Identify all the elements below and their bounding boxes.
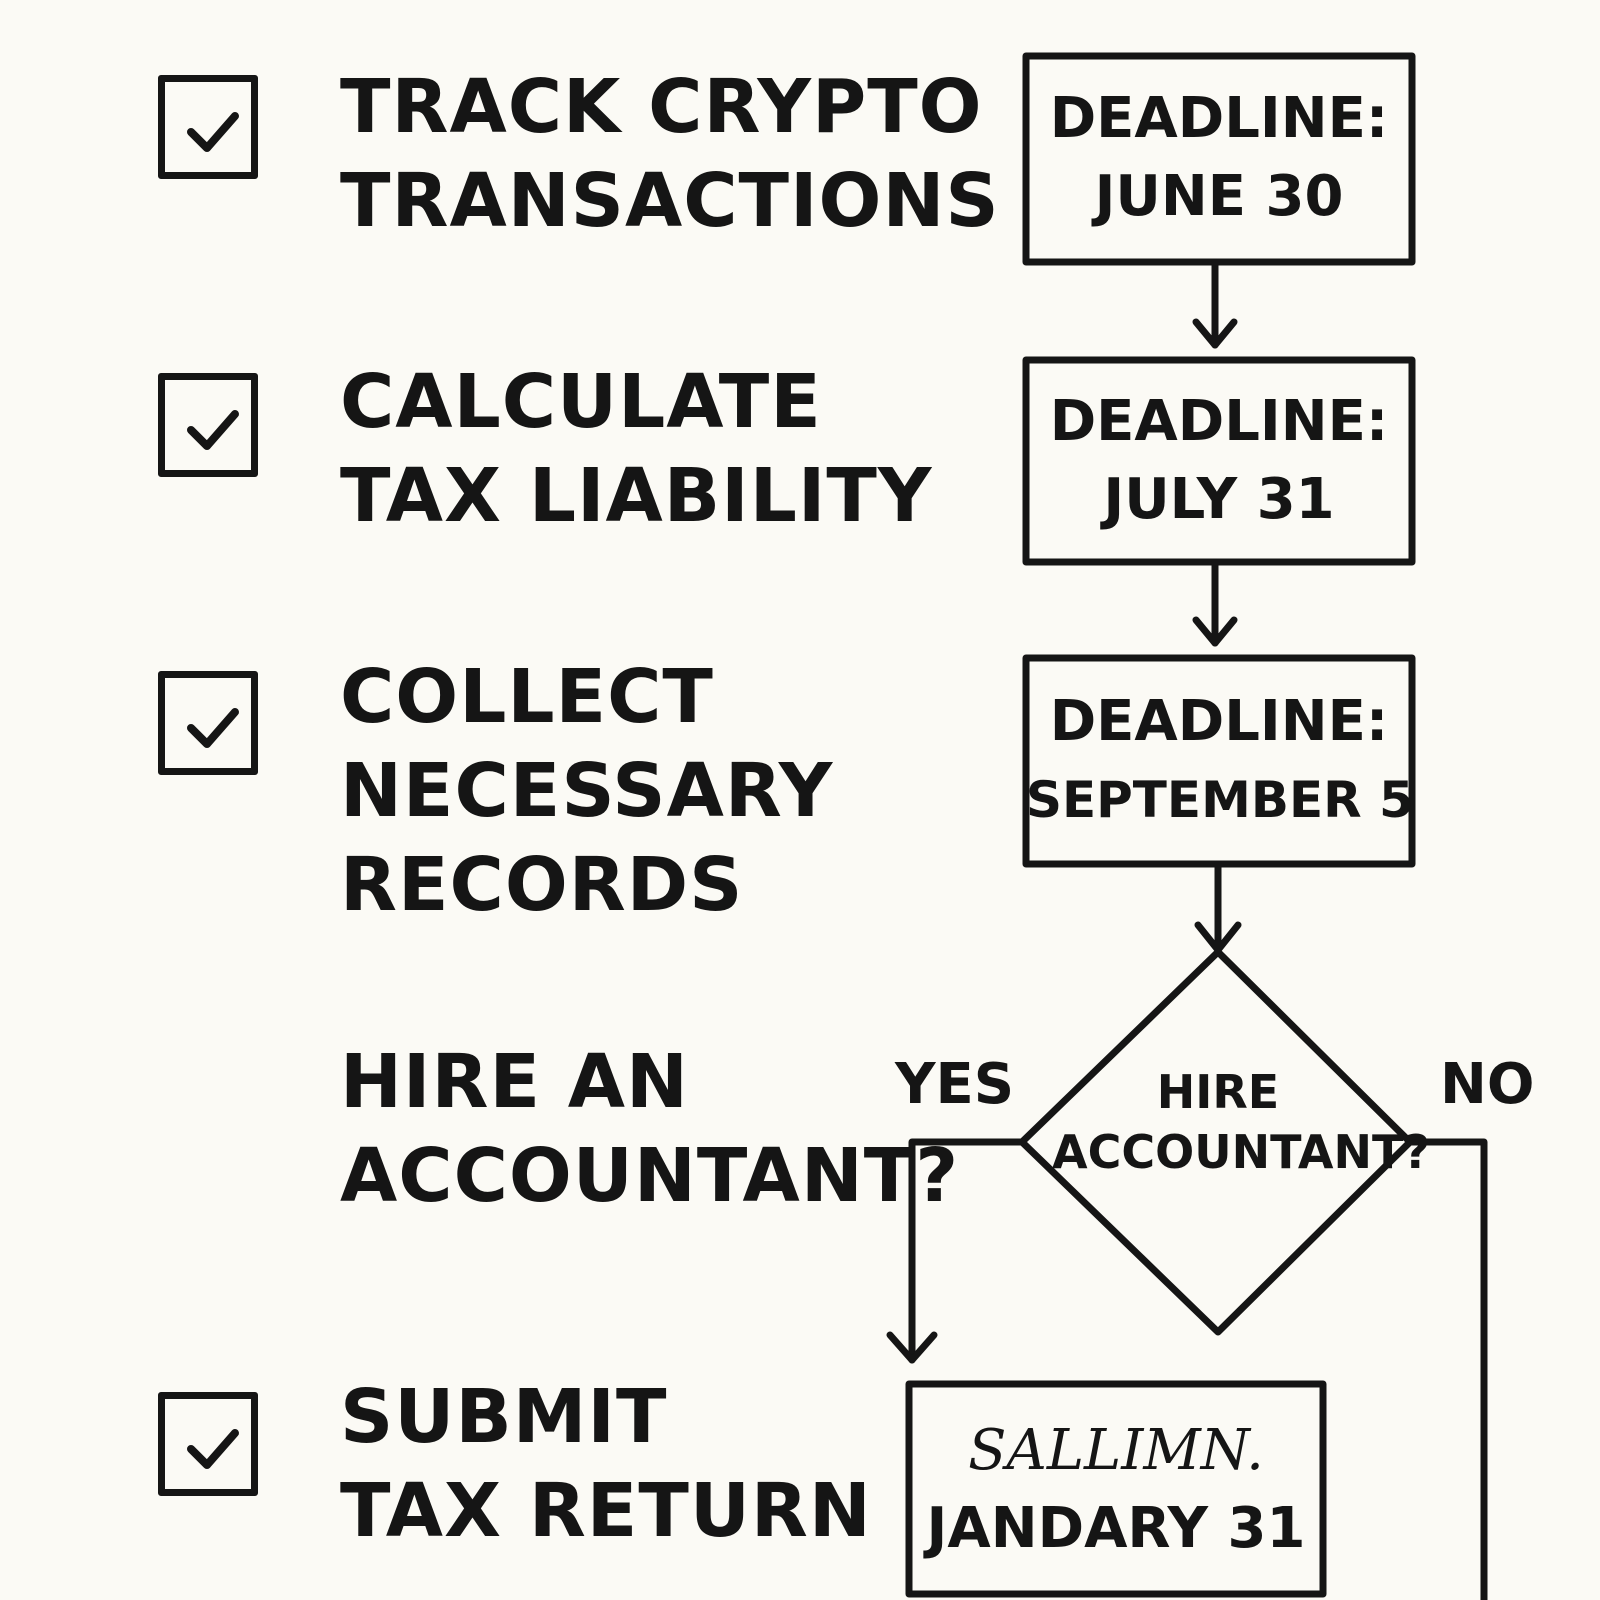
deadline-heading: DEADLINE: <box>1049 689 1389 754</box>
check-icon <box>165 82 251 172</box>
task-line: COLLECT <box>340 654 714 740</box>
task-line: SUBMIT <box>340 1374 668 1460</box>
task-line: TRACK CRYPTO <box>340 64 983 150</box>
task-line: HIRE AN <box>340 1039 689 1125</box>
yes-label: YES <box>895 1052 1015 1117</box>
task-track-crypto <box>340 60 1000 248</box>
decision-line-2: ACCOUNTANT? <box>1052 1125 1431 1179</box>
task-line: TAX RETURN <box>340 1468 872 1554</box>
task-calculate-tax <box>340 355 932 543</box>
task-line: NECESSARY <box>340 748 834 834</box>
deadline-date: JANDARY 31 <box>926 1496 1306 1561</box>
no-branch-line <box>1410 1142 1484 1600</box>
deadline-box-2-label <box>1026 383 1412 539</box>
checkbox-collect-records[interactable] <box>158 671 258 775</box>
checkbox-calculate-tax[interactable] <box>158 373 258 477</box>
deadline-date: JULY 31 <box>1103 467 1335 532</box>
task-submit-return <box>340 1370 872 1558</box>
task-line: RECORDS <box>340 842 744 928</box>
checkbox-submit-return[interactable] <box>158 1392 258 1496</box>
task-line: TRANSACTIONS <box>340 158 1000 244</box>
task-hire-accountant <box>340 1035 959 1223</box>
deadline-box-1-label <box>1026 80 1412 236</box>
deadline-date: JUNE 30 <box>1094 164 1344 229</box>
check-icon <box>165 380 251 470</box>
deadline-date: SEPTEMBER 5 <box>1026 771 1414 829</box>
deadline-box-3-label <box>1026 683 1412 839</box>
decision-line-1: HIRE <box>1156 1065 1280 1119</box>
deadline-heading: DEADLINE: <box>1049 389 1389 454</box>
no-label: NO <box>1440 1052 1535 1117</box>
check-icon <box>165 1399 251 1489</box>
decision-label <box>1052 1062 1431 1182</box>
deadline-heading: DEADLINE: <box>1049 86 1389 151</box>
task-collect-records <box>340 650 833 932</box>
task-line: CALCULATE <box>340 359 822 445</box>
deadline-box-4-label <box>909 1412 1323 1568</box>
task-line: ACCOUNTANT? <box>340 1133 960 1219</box>
check-icon <box>165 678 251 768</box>
checkbox-track-crypto[interactable] <box>158 75 258 179</box>
deadline-heading: SALLIMN. <box>968 1418 1264 1483</box>
task-line: TAX LIABILITY <box>340 453 933 539</box>
